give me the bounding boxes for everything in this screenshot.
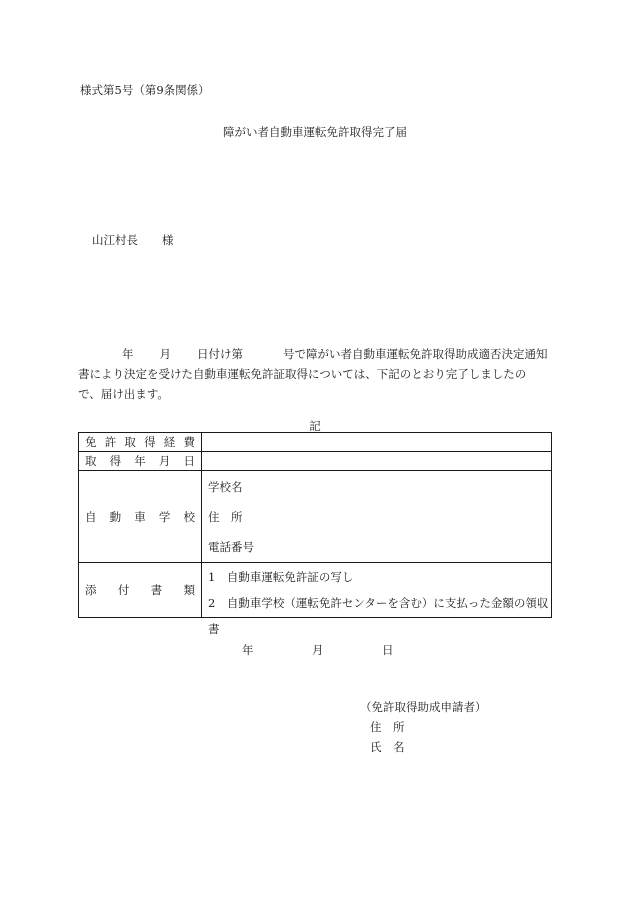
school-phone-field: 電話番号 — [208, 539, 254, 554]
form-number: 様式第5号（第9条関係） — [80, 83, 210, 97]
driving-school-fields — [202, 471, 552, 563]
date-month: 月 — [312, 643, 324, 657]
body-line-2: 書により決定を受けた自動車運転免許証取得については、下記のとおり完了しましたの — [78, 367, 527, 381]
table-row — [79, 563, 552, 618]
body-day-prefix: 日付け第 — [197, 347, 243, 361]
body-month: 月 — [159, 347, 171, 361]
row-label-driving-school: 自動車学校 — [79, 471, 202, 563]
table-row — [79, 433, 552, 452]
school-address-field: 住 所 — [208, 509, 243, 524]
row-label-license-cost: 免許取得経費 — [79, 433, 202, 452]
addressee-name: 山江村長 — [92, 233, 138, 247]
body-line-3: で、届け出ます。 — [78, 387, 169, 401]
attachment-item: 2 自動車学校（運転免許センターを含む）に支払った金額の領収書 — [208, 596, 549, 636]
attachments-list — [202, 563, 552, 636]
body-number-suffix: 号で障がい者自動車運転免許取得助成適否決定通知 — [283, 347, 548, 361]
applicant-name: 氏 名 — [370, 740, 405, 754]
document-title: 障がい者自動車運転免許取得完了届 — [223, 125, 407, 139]
addressee — [92, 232, 174, 248]
addressee-honorific: 様 — [162, 233, 174, 247]
applicant-block — [360, 697, 487, 757]
completion-table — [78, 432, 552, 636]
body-year: 年 — [122, 347, 134, 361]
row-label-attachments: 添付書類 — [79, 563, 202, 618]
date-year: 年 — [242, 643, 254, 657]
table-row — [79, 452, 552, 471]
row-label-acquisition-date: 取得年月日 — [79, 452, 202, 471]
ki-heading: 記 — [309, 419, 321, 433]
school-name-field: 学校名 — [208, 479, 243, 494]
attachment-item: 1 自動車運転免許証の写し — [208, 570, 354, 584]
body-text — [78, 344, 552, 404]
applicant-heading: （免許取得助成申請者） — [360, 700, 487, 714]
table-row — [79, 471, 552, 563]
acquisition-date-value — [202, 452, 552, 471]
date-day: 日 — [382, 643, 394, 657]
license-cost-value — [202, 433, 552, 452]
applicant-address: 住 所 — [370, 720, 405, 734]
